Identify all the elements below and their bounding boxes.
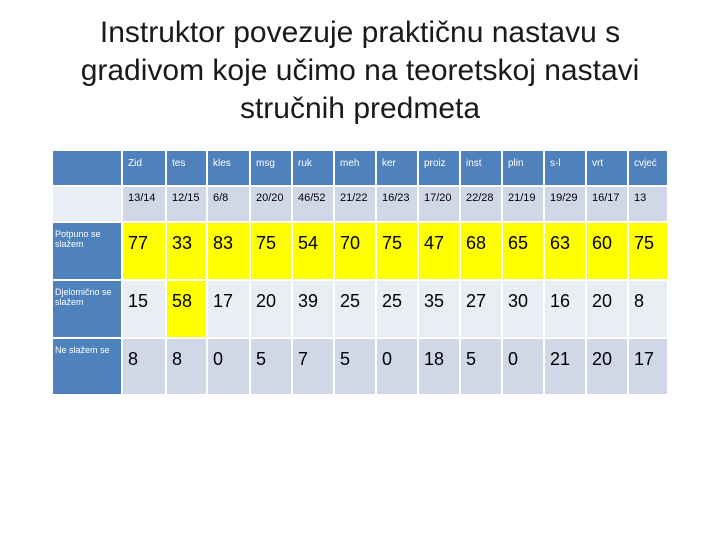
value-cell: 17: [628, 338, 668, 395]
value-cell: 8: [122, 338, 166, 395]
column-header: s-l: [544, 150, 586, 186]
count-cell: 6/8: [207, 186, 250, 222]
value-cell: 54: [292, 222, 334, 280]
value-cell: 75: [250, 222, 292, 280]
value-cell: 60: [586, 222, 628, 280]
value-cell: 5: [460, 338, 502, 395]
value-cell: 0: [376, 338, 418, 395]
value-cell: 70: [334, 222, 376, 280]
value-cell: 20: [586, 280, 628, 338]
value-cell: 75: [628, 222, 668, 280]
value-cell: 17: [207, 280, 250, 338]
value-cell: 27: [460, 280, 502, 338]
value-cell: 5: [250, 338, 292, 395]
column-header: inst: [460, 150, 502, 186]
count-cell: 16/17: [586, 186, 628, 222]
column-header: Zid: [122, 150, 166, 186]
column-header: cvjeć: [628, 150, 668, 186]
column-header: plin: [502, 150, 544, 186]
value-cell: 15: [122, 280, 166, 338]
value-cell: 16: [544, 280, 586, 338]
value-cell: 33: [166, 222, 207, 280]
value-cell: 65: [502, 222, 544, 280]
column-header: meh: [334, 150, 376, 186]
count-cell: 21/19: [502, 186, 544, 222]
table-row: [52, 222, 668, 280]
value-cell: 75: [376, 222, 418, 280]
value-cell: 0: [502, 338, 544, 395]
count-cell: 13: [628, 186, 668, 222]
slide-title: Instruktor povezuje praktičnu nastavu s gradivom koje učimo na teoretskoj nastavi stručnih predmeta: [80, 16, 640, 125]
value-cell: 5: [334, 338, 376, 395]
value-cell: 8: [166, 338, 207, 395]
table-row: [52, 280, 668, 338]
counts-corner: [52, 186, 122, 222]
header-row: [52, 150, 668, 186]
count-cell: 21/22: [334, 186, 376, 222]
value-cell: 20: [250, 280, 292, 338]
column-header: kles: [207, 150, 250, 186]
column-header: tes: [166, 150, 207, 186]
column-header: ker: [376, 150, 418, 186]
value-cell: 58: [166, 280, 207, 338]
value-cell: 20: [586, 338, 628, 395]
row-label: Ne slažem se: [52, 338, 122, 395]
count-cell: 12/15: [166, 186, 207, 222]
count-cell: 17/20: [418, 186, 460, 222]
column-header: ruk: [292, 150, 334, 186]
column-header: msg: [250, 150, 292, 186]
row-label: Djelomično se slažem: [52, 280, 122, 338]
value-cell: 30: [502, 280, 544, 338]
counts-row: [52, 186, 668, 222]
value-cell: 25: [376, 280, 418, 338]
count-cell: 46/52: [292, 186, 334, 222]
count-cell: 16/23: [376, 186, 418, 222]
header-corner: [52, 150, 122, 186]
value-cell: 0: [207, 338, 250, 395]
value-cell: 77: [122, 222, 166, 280]
value-cell: 47: [418, 222, 460, 280]
row-label: Potpuno se slažem: [52, 222, 122, 280]
value-cell: 18: [418, 338, 460, 395]
survey-table: [51, 149, 669, 396]
value-cell: 7: [292, 338, 334, 395]
value-cell: 83: [207, 222, 250, 280]
column-header: proiz: [418, 150, 460, 186]
count-cell: 20/20: [250, 186, 292, 222]
count-cell: 13/14: [122, 186, 166, 222]
value-cell: 21: [544, 338, 586, 395]
value-cell: 8: [628, 280, 668, 338]
value-cell: 25: [334, 280, 376, 338]
count-cell: 22/28: [460, 186, 502, 222]
value-cell: 39: [292, 280, 334, 338]
count-cell: 19/29: [544, 186, 586, 222]
value-cell: 63: [544, 222, 586, 280]
table-row: [52, 338, 668, 395]
value-cell: 35: [418, 280, 460, 338]
column-header: vrt: [586, 150, 628, 186]
value-cell: 68: [460, 222, 502, 280]
